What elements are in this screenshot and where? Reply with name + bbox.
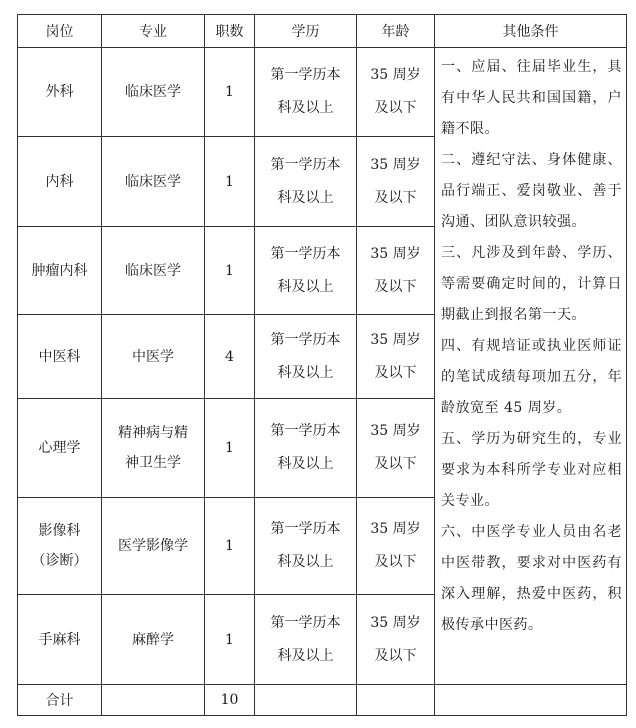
- post-line: （诊断）: [31, 553, 88, 569]
- age-cell: [357, 595, 435, 685]
- total-empty-cell: [255, 685, 357, 716]
- major-line: 临床医学: [125, 262, 181, 279]
- major-line: 精神病与精: [118, 425, 188, 441]
- count-cell: 1: [205, 137, 255, 227]
- post-line: 心理学: [38, 440, 81, 456]
- major-line: 医学影像学: [118, 538, 188, 554]
- post-line: 中医科: [38, 348, 81, 365]
- education-cell: [255, 315, 357, 399]
- header-major: 专业: [102, 15, 205, 48]
- condition-item: 三、凡涉及到年龄、学历、等需要确定时间的，计算日期截止到报名第一天。: [441, 245, 622, 323]
- age-cell: [357, 498, 435, 595]
- education-cell: [255, 48, 357, 137]
- post-cell: [18, 227, 102, 315]
- education-line: 科及以上: [277, 189, 334, 206]
- post-line: 外科: [45, 84, 74, 100]
- total-empty-cell: [357, 685, 435, 716]
- age-cell: [357, 227, 435, 315]
- education-line: 第一学历本: [270, 245, 341, 262]
- education-cell: [255, 399, 357, 498]
- education-cell: [255, 137, 357, 227]
- age-line: 及以下: [374, 456, 417, 472]
- age-cell: [357, 48, 435, 137]
- condition-item: 六、中医学专业人员由名老中医带教，要求对中医药有深入理解，热爱中医药，积极传承中医药。: [441, 524, 622, 633]
- education-cell: [255, 595, 357, 685]
- header-age: 年龄: [357, 15, 435, 48]
- age-line: 及以下: [374, 554, 417, 570]
- age-line: 35 周岁: [370, 156, 421, 173]
- post-cell: [18, 595, 102, 685]
- total-label: 合计: [18, 685, 102, 716]
- education-line: 科及以上: [277, 554, 334, 570]
- major-line: 神卫生学: [125, 455, 181, 471]
- condition-item: 一、应届、往届毕业生，具有中华人民共和国国籍，户籍不限。: [441, 59, 622, 137]
- major-cell: [102, 315, 205, 399]
- post-line: 内科: [45, 173, 74, 190]
- major-cell: [102, 48, 205, 137]
- age-line: 及以下: [374, 278, 417, 295]
- major-line: 临床医学: [125, 173, 181, 190]
- education-line: 科及以上: [277, 100, 334, 116]
- major-line: 临床医学: [125, 84, 181, 100]
- table-row: [18, 48, 627, 137]
- condition-item: 四、有规培证或执业医师证的笔试成绩每项加五分，年龄放宽至 45 周岁。: [441, 338, 622, 416]
- age-line: 35 周岁: [370, 614, 421, 631]
- count-cell: 1: [205, 227, 255, 315]
- count-cell: 1: [205, 595, 255, 685]
- education-line: 科及以上: [277, 456, 334, 472]
- count-cell: 1: [205, 48, 255, 137]
- count-cell: 1: [205, 498, 255, 595]
- education-line: 科及以上: [277, 647, 334, 664]
- education-line: 第一学历本: [270, 521, 341, 537]
- header-education: 学历: [255, 15, 357, 48]
- age-line: 35 周岁: [370, 521, 421, 537]
- major-cell: [102, 595, 205, 685]
- education-line: 科及以上: [277, 278, 334, 295]
- education-cell: [255, 227, 357, 315]
- header-conditions: 其他条件: [435, 15, 627, 48]
- age-cell: [357, 315, 435, 399]
- total-row: [18, 685, 627, 716]
- education-line: 科及以上: [277, 364, 334, 381]
- conditions-cell: [435, 48, 627, 685]
- major-line: 麻醉学: [132, 631, 174, 648]
- major-cell: [102, 399, 205, 498]
- header-row: [18, 15, 627, 48]
- age-line: 及以下: [374, 100, 417, 116]
- age-line: 及以下: [374, 647, 417, 664]
- education-line: 第一学历本: [270, 331, 341, 348]
- age-line: 35 周岁: [370, 423, 421, 439]
- education-line: 第一学历本: [270, 614, 341, 631]
- age-line: 35 周岁: [370, 245, 421, 262]
- total-count: 10: [205, 685, 255, 716]
- total-empty-cell: [435, 685, 627, 716]
- major-cell: [102, 227, 205, 315]
- condition-item: 二、遵纪守法、身体健康、品行端正、爱岗敬业、善于沟通、团队意识较强。: [441, 152, 622, 230]
- education-line: 第一学历本: [270, 423, 341, 439]
- post-cell: [18, 498, 102, 595]
- age-line: 35 周岁: [370, 331, 421, 348]
- major-cell: [102, 137, 205, 227]
- age-line: 及以下: [374, 364, 417, 381]
- post-line: 肿瘤内科: [31, 262, 88, 279]
- post-line: 影像科: [38, 523, 81, 539]
- post-cell: [18, 48, 102, 137]
- education-cell: [255, 498, 357, 595]
- major-cell: [102, 498, 205, 595]
- header-post: 岗位: [18, 15, 102, 48]
- post-cell: [18, 399, 102, 498]
- education-line: 第一学历本: [270, 67, 341, 83]
- condition-item: 五、学历为研究生的，专业要求为本科所学专业对应相关专业。: [441, 431, 622, 509]
- age-cell: [357, 137, 435, 227]
- age-line: 及以下: [374, 189, 417, 206]
- age-cell: [357, 399, 435, 498]
- header-count: 职数: [205, 15, 255, 48]
- major-line: 中医学: [132, 348, 174, 365]
- total-empty-cell: [102, 685, 205, 716]
- recruitment-table: [17, 14, 627, 716]
- count-cell: 1: [205, 399, 255, 498]
- age-line: 35 周岁: [370, 67, 421, 83]
- count-cell: 4: [205, 315, 255, 399]
- education-line: 第一学历本: [270, 156, 341, 173]
- post-cell: [18, 315, 102, 399]
- post-line: 手麻科: [38, 631, 81, 648]
- post-cell: [18, 137, 102, 227]
